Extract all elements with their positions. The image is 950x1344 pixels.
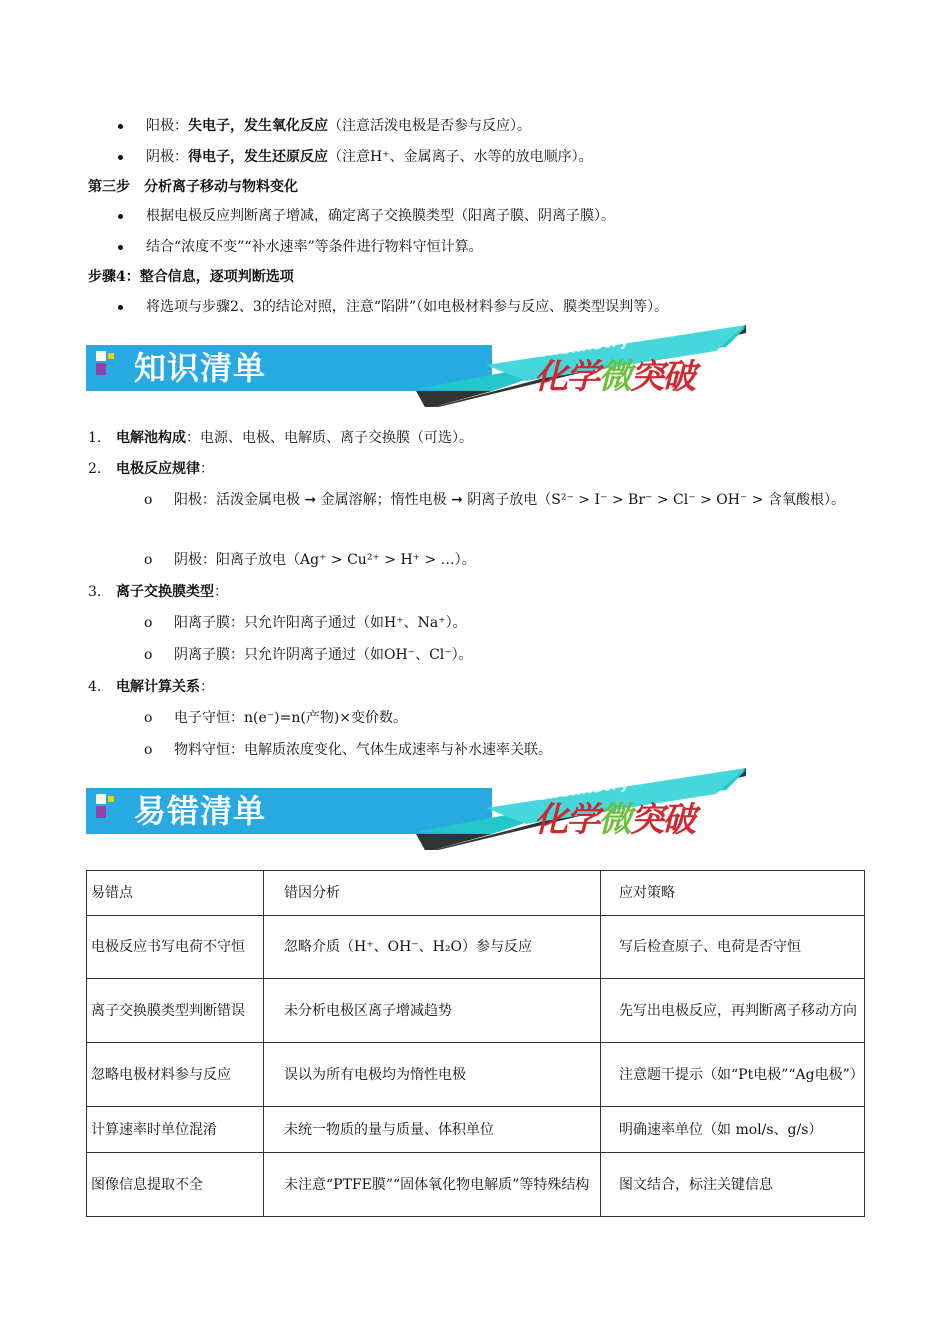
table-cell: 离子交换膜类型判断错误 xyxy=(87,979,264,1043)
table-cell: 忽略介质（H⁺、OH⁻、H₂O）参与反应 xyxy=(264,916,601,979)
table-cell: 明确速率单位（如 mol/s、g/s） xyxy=(601,1107,865,1153)
table-row xyxy=(87,1153,865,1217)
table-row xyxy=(87,1107,865,1153)
table-header-cell: 应对策略 xyxy=(601,871,865,916)
table-cell: 先写出电极反应，再判断离子移动方向 xyxy=(601,979,865,1043)
table-cell: 写后检查原子、电荷是否守恒 xyxy=(601,916,865,979)
table-cell: 计算速率时单位混淆 xyxy=(87,1107,264,1153)
brand-script: chemistry xyxy=(537,330,632,362)
table-header-row xyxy=(87,871,865,916)
table-row xyxy=(87,979,865,1043)
logo-square-icon xyxy=(96,351,106,361)
table-cell: 电极反应书写电荷不守恒 xyxy=(87,916,264,979)
section-heading: 步骤4：整合信息，逐项判断选项 xyxy=(88,269,294,285)
table-cell: 未统一物质的量与质量、体积单位 xyxy=(264,1107,601,1153)
table-row xyxy=(87,1043,865,1107)
table-cell: 误以为所有电极均为惰性电极 xyxy=(264,1043,601,1107)
table-cell: 图文结合，标注关键信息 xyxy=(601,1153,865,1217)
table-cell: 忽略电极材料参与反应 xyxy=(87,1043,264,1107)
table-cell: 未分析电极区离子增减趋势 xyxy=(264,979,601,1043)
section-banner xyxy=(86,325,746,407)
logo-square-icon xyxy=(108,353,114,359)
brand-logo: 化学微突破 xyxy=(534,800,694,840)
table-cell: 注意题干提示（如“Pt电极”“Ag电极”） xyxy=(601,1043,865,1107)
table-cell: 未注意“PTFE膜”“固体氧化物电解质”等特殊结构 xyxy=(264,1153,601,1217)
logo-square-icon xyxy=(108,796,114,802)
section-banner xyxy=(86,768,746,850)
logo-square-icon xyxy=(96,806,106,818)
table-header-cell: 错因分析 xyxy=(264,871,601,916)
section-heading: 第三步 分析离子移动与物料变化 xyxy=(88,179,298,195)
brand-logo: 化学微突破 xyxy=(534,357,694,397)
banner-title: 知识清单 xyxy=(134,349,267,387)
brand-script: chemistry xyxy=(537,773,632,805)
table-row xyxy=(87,916,865,979)
banner-title: 易错清单 xyxy=(134,792,267,830)
table-header-cell: 易错点 xyxy=(87,871,264,916)
logo-square-icon xyxy=(96,363,106,375)
error-table xyxy=(86,870,865,1217)
table-cell: 图像信息提取不全 xyxy=(87,1153,264,1217)
logo-square-icon xyxy=(96,794,106,804)
